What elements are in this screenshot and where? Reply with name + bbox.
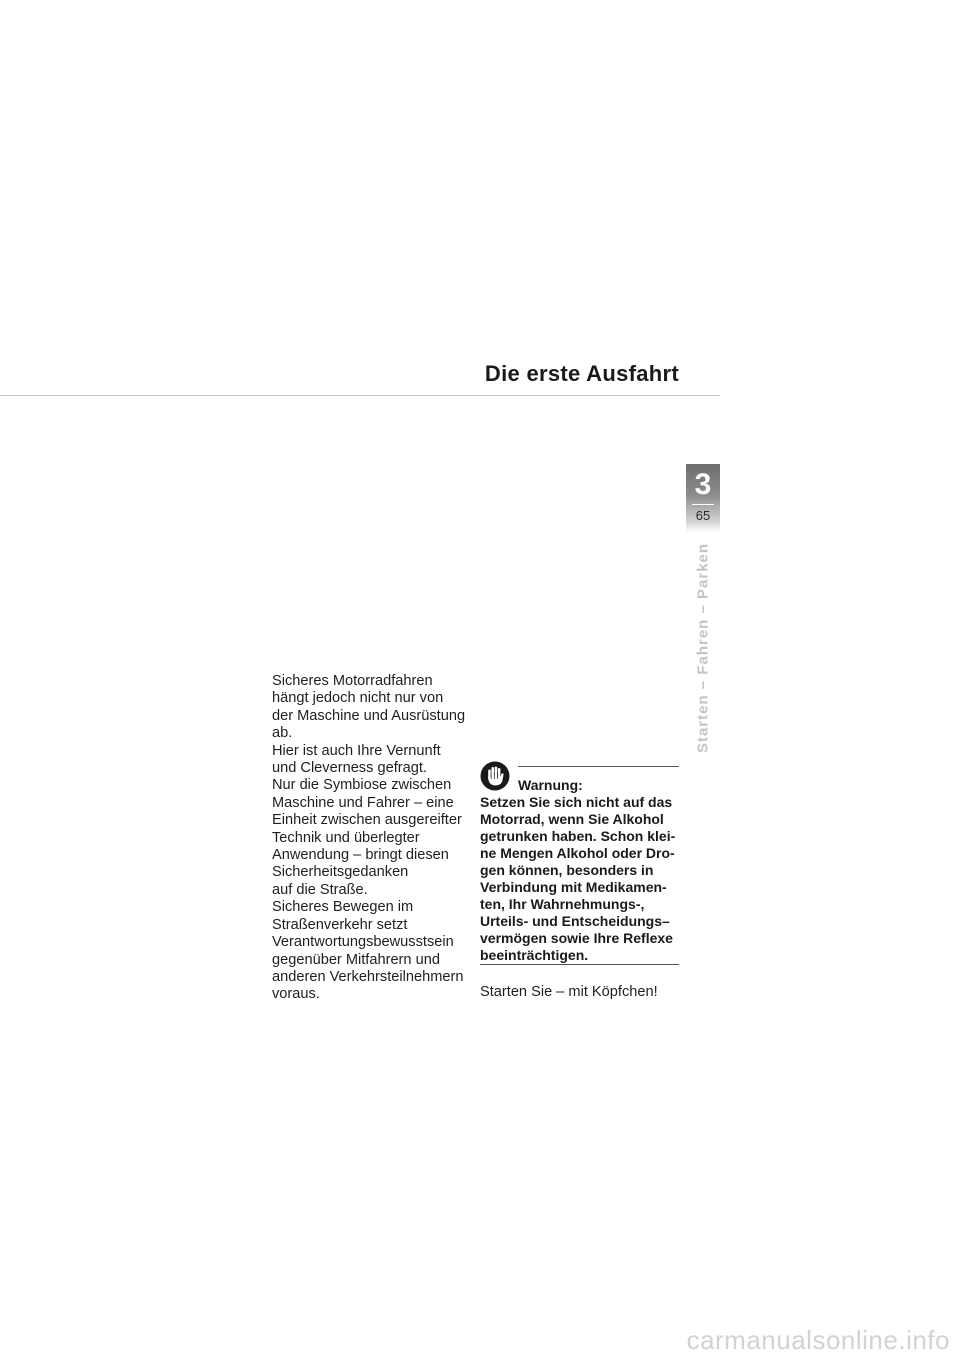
body-line: Sicheres Bewegen im — [272, 899, 414, 916]
body-line: und Cleverness gefragt. — [272, 760, 427, 777]
chapter-divider — [692, 504, 714, 505]
body-line: Anwendung – bringt diesen — [272, 847, 449, 864]
body-line: Technik und überlegter — [272, 829, 420, 846]
warning-line: Motorrad, wenn Sie Alkohol — [480, 811, 664, 827]
page-title: Die erste Ausfahrt — [484, 361, 679, 386]
body-line: auf die Straße. — [272, 881, 368, 898]
body-line: der Maschine und Ausrüstung — [272, 707, 466, 724]
body-line: Nur die Symbiose zwischen — [272, 777, 452, 794]
body-line: Maschine und Fahrer – eine — [272, 794, 454, 811]
warning-line: ne Mengen Alkohol oder Dro- — [480, 845, 675, 861]
watermark: carmanualsonline.info — [686, 1325, 950, 1355]
warning-line: vermögen sowie Ihre Reflexe — [480, 930, 673, 946]
body-line: Sicherheitsgedanken — [272, 864, 409, 881]
warning-bottom-rule — [480, 964, 679, 965]
body-line: ab. — [272, 725, 293, 742]
body-line: Einheit zwischen ausgereifter — [272, 812, 462, 829]
warning-line: getrunken haben. Schon klei- — [480, 828, 676, 844]
body-line: Hier ist auch Ihre Vernunft — [272, 742, 441, 759]
body-line: Straßenverkehr setzt — [272, 916, 408, 933]
body-line: gegenüber Mitfahrern und — [272, 951, 440, 968]
body-line: voraus. — [272, 986, 320, 1003]
body-line: Verantwortungsbewusstsein — [272, 934, 454, 951]
warning-line: Verbindung mit Medikamen- — [480, 879, 667, 895]
warning-label: Warnung: — [518, 777, 583, 793]
body-line: anderen Verkehrsteilnehmern — [272, 968, 464, 985]
body-line: hängt jedoch nicht nur von — [272, 690, 444, 707]
warning-line: beeinträchtigen. — [480, 947, 589, 963]
warning-line: gen können, besonders in — [480, 862, 654, 878]
warning-line: Setzen Sie sich nicht auf das — [480, 794, 673, 810]
warning-line: ten, Ihr Wahrnehmungs-, — [480, 896, 645, 912]
warning-text — [480, 794, 685, 964]
body-text — [272, 673, 472, 1004]
chapter-number: 3 — [694, 468, 712, 501]
closing-text: Starten Sie – mit Köpfchen! — [480, 984, 658, 1000]
warning-line: Urteils- und Entscheidungs– — [480, 913, 670, 929]
warning-top-rule — [518, 766, 679, 767]
page-number: 65 — [695, 508, 711, 523]
hand-stop-icon — [480, 761, 510, 791]
body-line: Sicheres Motorradfahren — [272, 673, 433, 689]
header-rule — [0, 395, 720, 396]
chapter-tab — [686, 464, 720, 532]
chapter-side-label: Starten – Fahren – Parken — [694, 542, 712, 754]
